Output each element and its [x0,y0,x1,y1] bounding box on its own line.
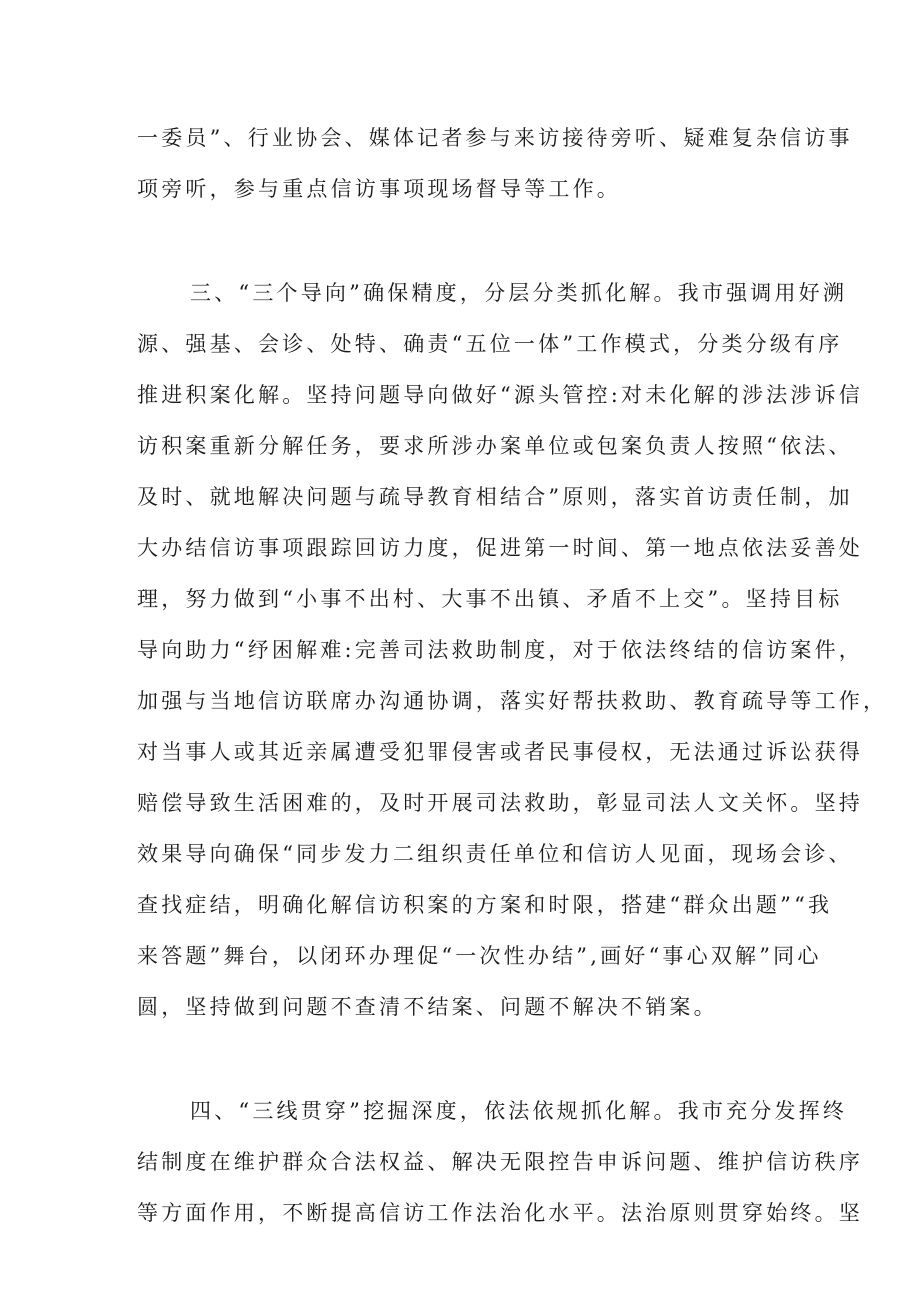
text-line: 及时、就地解决问题与疏导教育相结合”原则，落实首访责任制，加 [137,485,853,509]
text-line: 理，努力做到“小事不出村、大事不出镇、矛盾不上交”。坚持目标 [137,587,843,611]
text-line: 四、“三线贯穿”挖掘深度，依法依规抓化解。我市充分发挥终 [190,1099,848,1123]
text-line: 来答题”舞台，以闭环办理促“一次性办结”,画好“事心双解”同心 [137,944,822,968]
text-line: 查找症结，明确化解信访积案的方案和时限，搭建“群众出题”“我 [137,893,833,917]
text-line: 大办结信访事项跟踪回访力度，促进第一时间、第一地点依法妥善处 [137,536,863,560]
text-line: 源、强基、会诊、处特、确责“五位一体”工作模式，分类分级有序 [137,332,843,356]
text-line: 等方面作用，不断提高信访工作法治化水平。法治原则贯穿始终。坚 [137,1201,863,1225]
text-line: 三、“三个导向”确保精度，分层分类抓化解。我市强调用好溯 [190,281,848,305]
text-line: 赔偿导致生活困难的，及时开展司法救助，彰显司法人文关怀。坚持 [137,791,863,815]
text-line: 效果导向确保“同步发力二组织责任单位和信访人见面，现场会诊、 [137,842,853,866]
text-line: 结制度在维护群众合法权益、解决无限控告申诉问题、维护信访秩序 [137,1150,863,1174]
text-line: 导向助力“纾困解难:完善司法救助制度，对于依法终结的信访案件， [137,638,864,662]
text-line: 访积案重新分解任务，要求所涉办案单位或包案负责人按照“依法、 [137,434,853,458]
text-line: 圆，坚持做到问题不查清不结案、问题不解决不销案。 [137,995,718,1019]
text-line: 加强与当地信访联席办沟通协调，落实好帮扶救助、教育疏导等工作， [137,689,888,713]
text-line: 推进积案化解。坚持问题导向做好“源头管控:对未化解的涉法涉诉信 [137,383,864,407]
text-line: 对当事人或其近亲属遭受犯罪侵害或者民事侵权，无法通过诉讼获得 [137,740,863,764]
text-line: 项旁听，参与重点信访事项现场督导等工作。 [137,177,621,201]
text-line: 一委员”、行业协会、媒体记者参与来访接待旁听、疑难复杂信访事 [137,126,853,150]
